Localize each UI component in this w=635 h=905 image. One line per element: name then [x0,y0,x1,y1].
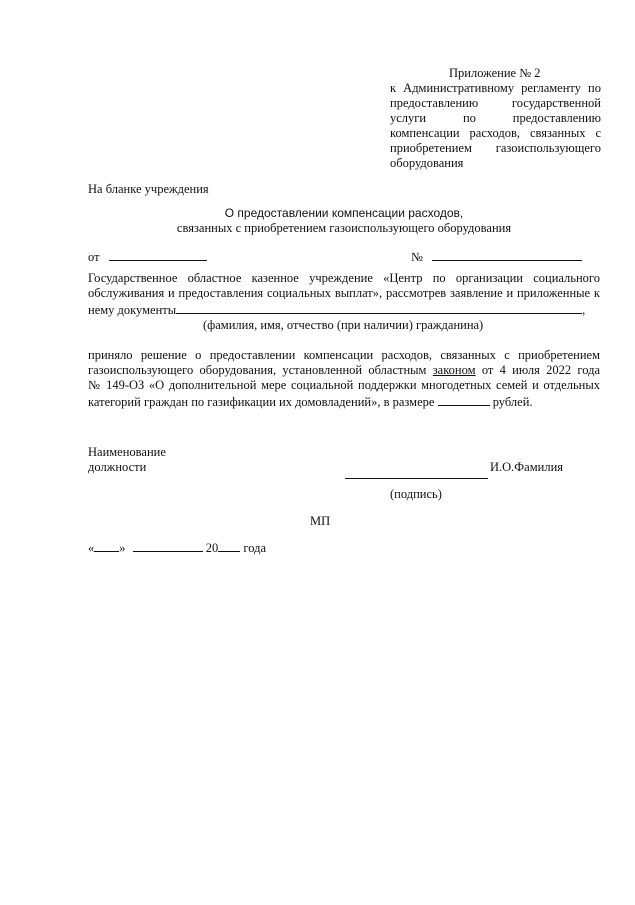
paragraph-2 [88,348,600,410]
quote-open: « [88,541,95,555]
paragraph-line: Государственное областное казенное учреждение «Центр по организации социального [88,271,600,285]
appendix-text [390,81,601,171]
paragraph-1 [88,271,600,318]
citizen-name-hint: (фамилия, имя, отчество (при наличии) гражданина) [203,318,484,332]
paragraph-text: от 4 июля 2022 года [481,363,601,377]
paragraph-line: обслуживания и предоставления социальных выплат», рассмотрев заявление и приложенные к [88,286,600,300]
paragraph-line [88,363,600,378]
paragraph-text: рублей. [492,395,533,409]
day-blank[interactable] [94,539,119,552]
year-prefix: 20 [205,541,219,555]
subject-line: связанных с приобретением газоиспользующего оборудования [176,221,512,235]
subject-line: О предоставлении компенсации расходов, [224,206,464,220]
quote-close: » [119,541,126,555]
signature-line[interactable] [345,478,488,479]
appendix-title: Приложение № 2 [449,66,541,80]
subject [88,206,600,236]
paragraph-line: № 149-ОЗ «О дополнительной мере социальной поддержки многодетных семей и отдельных [88,378,600,392]
number-label: № [411,250,423,264]
position-line: должности [88,460,147,474]
month-blank[interactable] [133,539,203,552]
appendix-line: компенсации расходов, связанных с [390,126,601,140]
paragraph-text: категорий граждан по газификации их домовладений», в размере [88,395,435,409]
paragraph-text: нему документы [88,303,177,317]
amount-blank[interactable] [438,393,490,406]
paragraph-line: приняло решение о предоставлении компенсации расходов, связанных с приобретением [88,348,600,362]
year-suffix: года [243,541,266,555]
date-field [88,248,207,265]
paragraph-line [88,301,600,318]
signature-hint: (подпись) [390,487,442,501]
appendix-line: к Административному регламенту по [390,81,601,95]
date-line [88,539,266,556]
date-label: от [88,250,100,264]
appendix-line: услуги по предоставлению [390,111,601,125]
date-blank[interactable] [109,248,207,261]
signatory-name: И.О.Фамилия [490,460,564,474]
appendix-line: предоставлению государственной [390,96,601,110]
appendix-line: приобретением газоиспользующего [390,141,601,155]
citizen-name-blank[interactable] [176,301,582,314]
number-field [411,248,582,265]
letterhead-note: На бланке учреждения [88,182,209,196]
number-blank[interactable] [432,248,582,261]
paragraph-line [88,393,600,410]
paragraph-text: , [582,303,586,317]
position-title [88,445,166,475]
appendix-line: оборудования [390,156,464,170]
law-link[interactable]: законом [432,363,476,377]
seal-mark: МП [310,514,331,528]
year-blank[interactable] [218,539,240,552]
paragraph-text: газоиспользующего оборудования, установленной областным [88,363,427,377]
position-line: Наименование [88,445,166,459]
